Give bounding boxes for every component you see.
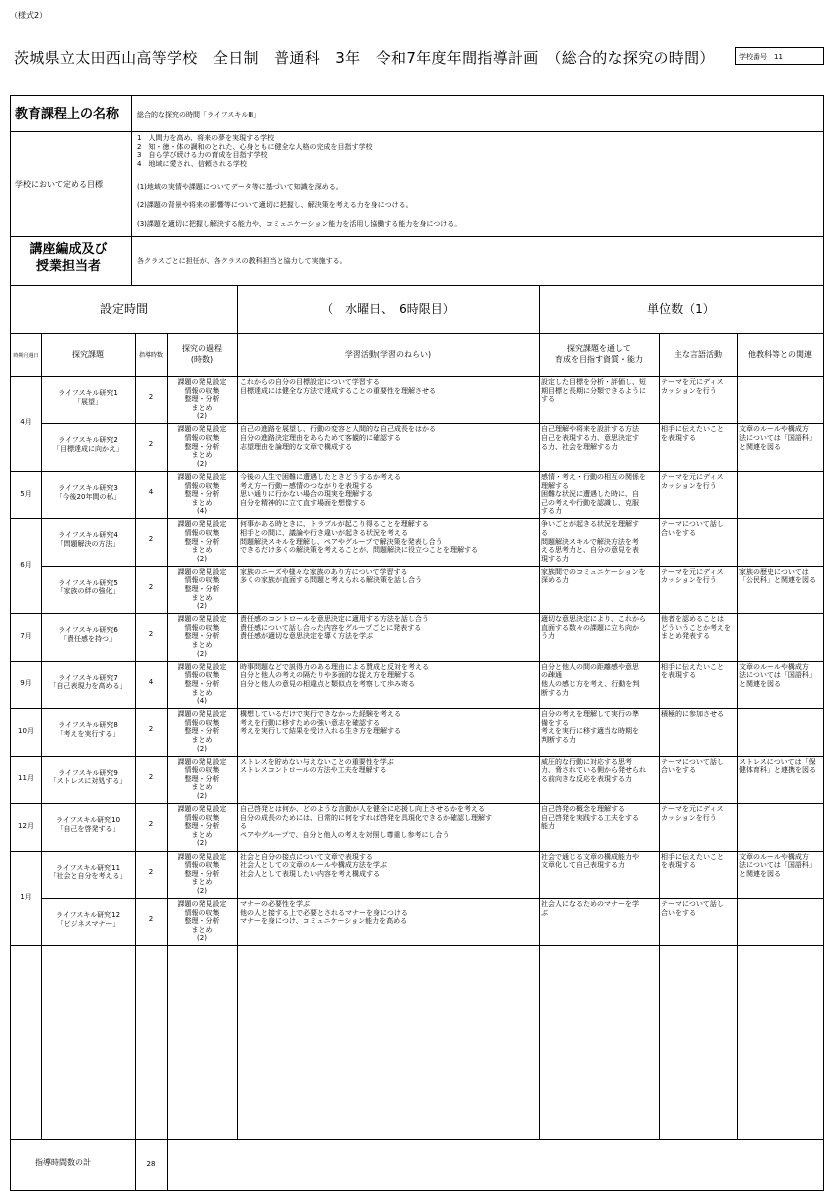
language-text: 積極的に参加させる	[661, 710, 724, 719]
row-hours: 4	[148, 487, 154, 496]
language-text: テーマを元にディス	[661, 567, 724, 576]
goal-item: 1 人間力を高め、将来の夢を実現する学校	[137, 134, 275, 142]
activity-text: 家族のニーズや様々な家族のあり方について学習する	[240, 567, 408, 576]
activity-text: 自己啓発とは何か、どのような言動が人を健全に応援し向上させるかを考える	[240, 805, 485, 814]
process-step: まとめ	[191, 403, 213, 412]
language-text: テーマについて話し	[661, 520, 724, 529]
process-step: 課題の発見設定	[177, 805, 227, 814]
language-text: 合いをする	[661, 766, 696, 775]
activity-text: る	[240, 822, 247, 831]
units-label: 単位数（1）	[647, 302, 715, 316]
activity-text: 自分の成長のためには、日常的に何をすれば啓発を具現化できるか確認し理解す	[240, 813, 492, 822]
language-text: を表現する	[661, 861, 696, 870]
ability-text: 自己啓発の概念を理解する	[541, 805, 625, 814]
process-step: 情報の収集	[184, 908, 220, 917]
row-hours: 2	[148, 535, 154, 544]
other-subject-text: 家族の歴史については	[739, 567, 809, 576]
activity-text: 自分と他人の考えの隔たりや多面的な捉え方を理解する	[240, 671, 415, 680]
ability-text: 期目標と長期に分類できるように	[541, 386, 646, 395]
course-label: 教育課程上の名称	[15, 107, 120, 122]
process-step: 整理・分析	[184, 774, 220, 783]
ability-text: 家族間でのコミュニケーションを	[541, 567, 646, 576]
language-text: 合いをする	[661, 528, 696, 537]
row-hours: 2	[148, 630, 154, 639]
ability-text: 己の考えや行動を認識し、克服	[541, 498, 639, 507]
staff-value: 各クラスごとに担任が、各クラスの教科担当と協力して実施する。	[137, 257, 347, 265]
activity-text: ペアやグループで、自分と他人の考えを対照し尊重し参考にし合う	[240, 830, 450, 839]
topic-text: ライフスキル研究9	[58, 768, 118, 777]
month-label: 9月	[20, 679, 32, 688]
activity-text: 社会と自分の接点について文章で表現する	[240, 852, 373, 861]
process-hours: (4)	[197, 697, 207, 706]
activity-text: ストレスコントロールの方法や工夫を理解する	[240, 766, 387, 775]
ability-text: 感情・考え・行動の相互の関係を	[541, 472, 646, 481]
activity-text: 相手との間に、議論や行き違いが起きる状況を考える	[240, 528, 408, 537]
course-value: 総合的な探究の時間「ライフスキルⅢ」	[137, 111, 261, 119]
goal-sub-1: (1)地域の実情や課題についてデータ等に基づいて知識を深める。	[137, 183, 343, 191]
process-step: 情報の収集	[184, 434, 220, 443]
topic-text: ライフスキル研究6	[58, 626, 118, 635]
process-hours: (2)	[197, 602, 207, 611]
row-hours: 2	[148, 582, 154, 591]
ability-text: 判断する力	[541, 735, 576, 744]
goal-sub-3: (3)課題を適切に把握し解決する能力や、コミュニケーション能力を活用し協働する能力を身につける。	[137, 220, 462, 228]
ability-text: る前向きな反応を表現する力	[541, 774, 632, 783]
process-step: まとめ	[191, 925, 213, 934]
language-text: カッションを行う	[661, 386, 717, 395]
activity-text: 自分と他人の意見の相違点と類似点を考察して歩み寄る	[240, 679, 415, 688]
col-process-sub-header: (時数)	[190, 355, 214, 364]
topic-text: ライフスキル研究12	[55, 910, 121, 919]
topic-text: ライフスキル研究3	[58, 483, 118, 492]
ability-text: 自己啓発を実践する工夫をする	[541, 813, 639, 822]
ability-text: 現する力	[541, 554, 569, 563]
process-step: 情報の収集	[184, 576, 220, 585]
topic-text: 「ビジネスマナー」	[56, 919, 120, 928]
process-hours: (2)	[197, 649, 207, 658]
col-other-header: 他教科等との関連	[748, 350, 812, 359]
process-step: 課題の発見設定	[177, 567, 227, 576]
ability-text: 設定した目標を分析・評価し、短	[541, 378, 646, 386]
process-step: 課題の発見設定	[177, 520, 227, 529]
process-step: まとめ	[191, 641, 213, 650]
other-subject-text: 法については「国語科」	[739, 671, 816, 680]
ability-text: 問題解決スキルで解決方法を考	[541, 537, 639, 546]
activity-text: 何事かある時ときに、トラブルが起こり得ることを理解する	[240, 520, 429, 529]
process-step: 課題の発見設定	[177, 615, 227, 624]
plan-table	[10, 95, 824, 1191]
topic-text: 「責任感を持つ」	[60, 634, 116, 643]
process-step: 整理・分析	[184, 585, 220, 593]
topic-text: ライフスキル研究7	[58, 673, 118, 682]
language-text: 相手に伝えたいこと	[661, 852, 724, 861]
activity-text: 今後の人生で困難に遭遇したときどうするか考える	[240, 472, 401, 481]
activity-text: できるだけ多くの解決策を考えることが、問題解決に役立つことを理解する	[240, 546, 478, 555]
total-hours: 28	[146, 1160, 156, 1168]
col-month-header: 時期月週日	[13, 353, 39, 359]
language-text: カッションを行う	[661, 576, 717, 585]
activity-text: 自分を精神的に立て直す場面を想像する	[240, 498, 366, 507]
month-label: 4月	[20, 418, 32, 427]
activity-text: マナーを身につけ、コミュニケーション能力を高める	[240, 917, 408, 926]
other-subject-text: 健体育科」と連携を図る	[739, 766, 816, 775]
process-step: 情報の収集	[184, 766, 220, 775]
process-step: 情報の収集	[184, 861, 220, 870]
language-text: 他者を認めることは	[661, 615, 724, 624]
col-process-header: 探究の過程	[182, 344, 222, 353]
process-step: 整理・分析	[184, 869, 220, 878]
language-text: カッションを行う	[661, 481, 717, 490]
ability-text: 社会で通じる文章の構成能力や	[541, 852, 639, 861]
language-text: 相手に伝えたいこと	[661, 662, 724, 671]
process-hours: (2)	[197, 839, 207, 848]
ability-text: 社会人になるためのマナーを学	[541, 899, 639, 908]
month-label: 11月	[18, 774, 34, 783]
ability-text: 理解する	[541, 481, 569, 490]
other-subject-text: 文章のルールや構成方	[739, 852, 809, 861]
ability-text: える思考力と、自分の意見を表	[541, 546, 639, 555]
topic-text: ライフスキル研究1	[58, 389, 118, 397]
other-subject-text: 法については「国語科」	[739, 434, 816, 443]
activity-text: 考えを実行して結果を受け入れる生き方を理解する	[240, 727, 401, 736]
activity-text: 自己の進路を展望し、行動の変容と人間的な自己成長をはかる	[240, 425, 436, 434]
process-step: まとめ	[191, 783, 213, 792]
total-label: 指導時間数の計	[35, 1158, 91, 1167]
topic-text: 「問題解決の方法」	[56, 539, 120, 548]
col-ability-sub-header: 育成を目指す資質・能力	[555, 355, 643, 364]
activity-text: ストレスを貯めない与えないことの重要性を学ぶ	[240, 757, 394, 766]
process-step: 整理・分析	[184, 727, 220, 736]
process-step: まとめ	[191, 546, 213, 555]
process-hours: (2)	[197, 792, 207, 800]
language-text: テーマについて話し	[661, 899, 724, 908]
process-step: 課題の発見設定	[177, 899, 227, 908]
language-text: どういうことか考えを	[661, 623, 731, 632]
activity-text: 考えを行動に移すための強い意志を確認する	[240, 718, 380, 727]
page-title: 茨城県立太田西山高等学校 全日制 普通科 3年 令和7年度年間指導計画 （総合的な探究の時間）	[14, 49, 715, 67]
ability-text: る力、社会を理解する力	[541, 442, 618, 451]
activity-text: 多くの家族が直面する問題と考えられる解決策を話し合う	[240, 576, 422, 585]
activity-text: 目標達成には健全な方法で達成することの重要性を理解させる	[240, 386, 436, 395]
language-text: テーマを元にディス	[661, 805, 724, 814]
process-step: 整理・分析	[184, 490, 220, 499]
process-hours: (4)	[197, 507, 207, 516]
process-step: まとめ	[191, 498, 213, 507]
topic-text: ライフスキル研究4	[58, 531, 118, 540]
process-hours: (2)	[197, 459, 207, 468]
other-subject-text: と関連を図る	[739, 442, 781, 451]
ability-text: 自分の考えを理解して実行の準	[541, 710, 639, 719]
topic-text: 「自己表現力を高める」	[49, 682, 127, 691]
process-hours: (2)	[197, 412, 207, 421]
ability-text: 能力	[541, 822, 555, 831]
activity-text: 問題解決スキルを理解し、ペアやグループで解決策を発表し合う	[240, 537, 443, 546]
language-text: テーマを元にディス	[661, 472, 724, 481]
process-step: 課題の発見設定	[177, 710, 227, 719]
process-step: 整理・分析	[184, 679, 220, 688]
ability-text: う力	[541, 632, 555, 641]
process-step: まとめ	[191, 688, 213, 697]
activity-text: 志望理由を論理的な文章で構成する	[240, 442, 352, 451]
process-hours: (2)	[197, 554, 207, 563]
month-label: 5月	[20, 489, 32, 498]
activity-text: マナーの必要性を学ぶ	[240, 899, 310, 908]
goals-label: 学校において定める目標	[15, 180, 103, 189]
activity-text: 社会人としての文章のルールや構成方法を学ぶ	[240, 861, 387, 870]
row-hours: 2	[148, 772, 154, 781]
activity-text: 他の人と接する上で必要とされるマナーを身につける	[240, 908, 408, 917]
process-step: 整理・分析	[184, 632, 220, 641]
goal-item: 2 知・徳・体の調和のとれた、心身ともに健全な人格の完成を目指す学校	[137, 142, 373, 151]
row-hours: 4	[148, 677, 154, 686]
ability-text: 困難な状況に遭遇した時に、自	[541, 490, 639, 499]
ability-text: 深める力	[541, 576, 569, 585]
topic-text: 「家族の絆の強化」	[56, 587, 120, 596]
other-subject-text: 「公民科」と関連を図る	[739, 576, 816, 585]
ability-text: の疎通	[541, 671, 562, 680]
process-step: 情報の収集	[184, 623, 220, 632]
language-text: カッションを行う	[661, 813, 717, 822]
process-step: まとめ	[191, 735, 213, 744]
process-step: 課題の発見設定	[177, 378, 227, 386]
activity-text: 責任感について話し合った内容をグループごとに発表する	[240, 623, 422, 632]
other-subject-text: 文章のルールや構成方	[739, 662, 809, 671]
other-subject-text: と関連を図る	[739, 679, 781, 688]
topic-text: ライフスキル研究2	[58, 436, 118, 445]
process-step: 整理・分析	[184, 537, 220, 546]
process-step: 整理・分析	[184, 442, 220, 451]
topic-text: 「ストレスに対処する」	[49, 777, 127, 786]
row-hours: 2	[148, 393, 154, 401]
time-value: （ 水曜日、 6時限目）	[321, 302, 455, 316]
process-step: 情報の収集	[184, 718, 220, 727]
activity-text: これからの自分の目標設定について学習する	[240, 378, 380, 386]
goals-list	[137, 134, 372, 168]
goal-item: 3 自ら学び続ける力の育成を目指す学校	[137, 151, 268, 159]
language-text: を表現する	[661, 434, 696, 443]
ability-text: る	[541, 528, 548, 537]
process-step: 情報の収集	[184, 386, 220, 395]
topic-text: ライフスキル研究5	[58, 578, 118, 587]
language-text: まとめ発表する	[661, 632, 710, 641]
other-subject-text: ストレスについては「保	[739, 757, 816, 766]
topic-text: 「目標達成に向かえ」	[53, 445, 123, 454]
row-hours: 2	[148, 725, 154, 734]
activity-text: 責任感のコントロールを意思決定に適用する方法を話し合う	[240, 615, 429, 624]
process-step: 課題の発見設定	[177, 472, 227, 481]
other-subject-text: 法については「国語科」	[739, 861, 816, 870]
ability-text: 力、脅されている側から発せられ	[541, 766, 646, 775]
ability-text: する力	[541, 507, 562, 516]
col-ability-header: 探究課題を通して	[567, 344, 631, 353]
topic-text: 「今後20年間の私」	[55, 492, 121, 501]
topic-text: 「社会と自分を考える」	[49, 872, 127, 881]
row-hours: 2	[148, 914, 154, 923]
col-topic-header: 探究課題	[72, 350, 104, 359]
ability-text: 文章化して自己表現する力	[541, 861, 625, 870]
language-text: 合いをする	[661, 908, 696, 917]
col-hours-header: 指導時数	[138, 352, 163, 359]
staff-label-1: 講座編成及び	[29, 242, 108, 257]
row-hours: 2	[148, 867, 154, 876]
ability-text: 争いごとが起きる状況を理解す	[541, 520, 639, 529]
row-hours: 2	[148, 440, 154, 449]
process-step: 課題の発見設定	[177, 425, 227, 434]
month-label: 1月	[20, 892, 32, 901]
process-step: 情報の収集	[184, 813, 220, 822]
process-step: 課題の発見設定	[177, 757, 227, 766]
ability-text: ぶ	[541, 908, 548, 917]
topic-text: 「考えを実行する」	[56, 729, 120, 738]
process-step: まとめ	[191, 451, 213, 460]
process-step: 情報の収集	[184, 528, 220, 537]
language-text: テーマについて話し	[661, 757, 724, 766]
topic-text: ライフスキル研究10	[55, 816, 121, 825]
process-step: 整理・分析	[184, 917, 220, 926]
process-step: 情報の収集	[184, 481, 220, 490]
activity-text: 責任感が適切な意思決定を導く方法を学ぶ	[240, 632, 373, 641]
topic-text: 「展望」	[74, 397, 102, 406]
form-label: （様式2）	[10, 11, 48, 20]
process-step: 整理・分析	[184, 822, 220, 831]
other-subject-text: 文章のルールや構成方	[739, 425, 809, 434]
ability-text: 威圧的な行動に対応する思考	[541, 757, 632, 766]
ability-text: 他人の感じ方を考え、行動を判	[541, 679, 640, 688]
month-label: 6月	[20, 560, 32, 569]
ability-text: 直面する数々の課題に立ち向か	[541, 623, 639, 632]
ability-text: 断する力	[541, 688, 569, 697]
language-text: を表現する	[661, 671, 696, 680]
topic-text: 「自己を啓発する」	[56, 824, 120, 833]
process-step: まとめ	[191, 593, 213, 602]
process-hours: (2)	[197, 934, 207, 943]
col-language-header: 主な言語活動	[674, 350, 722, 359]
language-text: 相手に伝えたいこと	[661, 425, 724, 434]
goal-sub-2: (2)課題の背景や将来の影響等について適切に把握し、解決策を考える力を身につける。	[137, 201, 413, 209]
process-hours: (2)	[197, 744, 207, 753]
ability-text: 自己を表現する力、意思決定す	[541, 434, 639, 443]
ability-text: 適切な意思決定により、これから	[541, 615, 646, 624]
activity-text: 時事問題などで説得力のある理由による賛成と反対を考える	[240, 662, 429, 671]
process-step: 整理・分析	[184, 395, 220, 404]
process-hours: (2)	[197, 886, 207, 895]
process-step: 課題の発見設定	[177, 852, 227, 861]
process-step: まとめ	[191, 878, 213, 887]
activity-text: 考え方ー行動ー感情のつながりを表現する	[240, 481, 373, 490]
process-step: まとめ	[191, 830, 213, 839]
staff-label-2: 授業担当者	[35, 259, 101, 274]
ability-text: 自分と他人の間の距離感や意思	[541, 662, 639, 671]
other-subject-text: と関連を図る	[739, 869, 781, 878]
month-label: 7月	[20, 631, 32, 640]
activity-text: 構想しているだけで実行できなかった経験を考える	[240, 710, 401, 719]
ability-text: 考えを実行に移す適当な時期を	[541, 727, 639, 736]
ability-text: 自己理解や将来を設計する方法	[541, 425, 639, 434]
activity-text: 自分の進路決定理由をあらためて客観的に確認する	[240, 434, 401, 443]
process-step: 情報の収集	[184, 671, 220, 680]
month-label: 10月	[18, 726, 34, 735]
activity-text: 社会人として表現したい内容を考え構成する	[240, 869, 380, 878]
month-label: 12月	[18, 821, 34, 830]
school-number-box: 学校番号 11	[735, 47, 824, 65]
time-label: 設定時間	[99, 302, 148, 316]
activity-text: 思い通りに行かない場合の現実を理解する	[240, 490, 373, 499]
goal-item: 4 地域に愛され、信頼される学校	[137, 159, 247, 168]
process-step: 課題の発見設定	[177, 662, 227, 671]
topic-text: ライフスキル研究8	[58, 721, 118, 730]
language-text: テーマを元にディス	[661, 378, 724, 386]
ability-text: 備をする	[541, 718, 569, 727]
row-hours: 2	[148, 820, 154, 829]
ability-text: する	[541, 395, 555, 404]
col-activity-header: 学習活動(学習のねらい)	[344, 350, 432, 359]
topic-text: ライフスキル研究11	[55, 863, 121, 872]
